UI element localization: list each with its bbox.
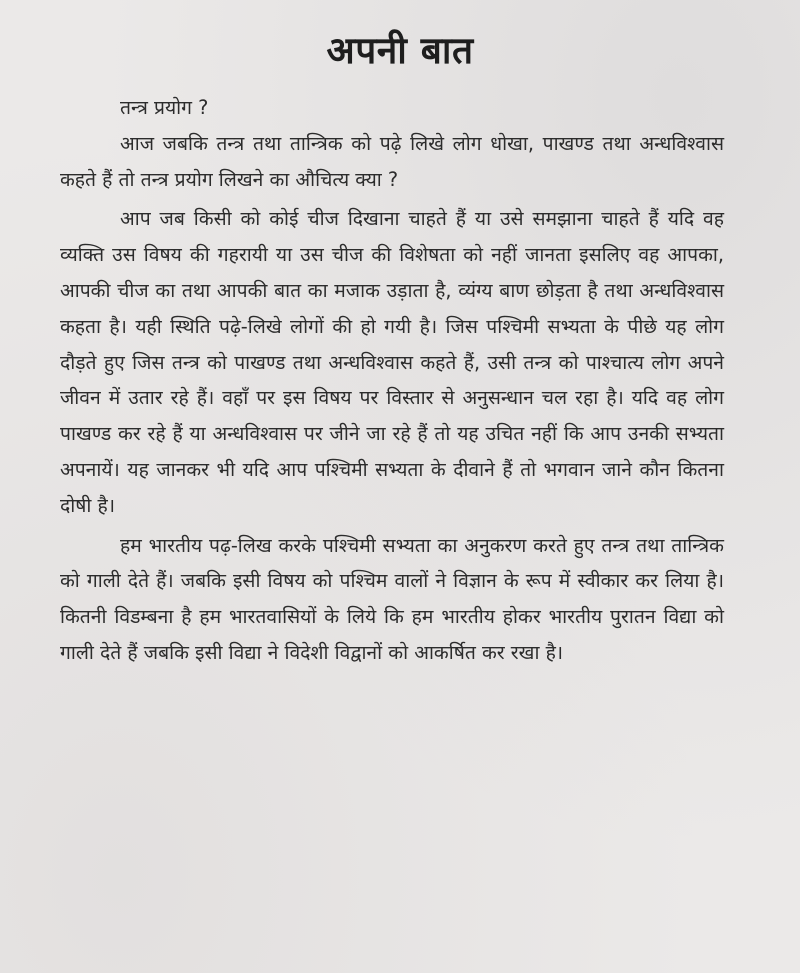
body-text [60,90,724,671]
paragraph-conclusion: हम भारतीय पढ़-लिख करके पश्चिमी सभ्यता का अनुकरण करते हुए तन्त्र तथा तान्त्रिक को गाली देते हैं। जबकि इसी विषय को पश्चिम वालों ने विज्ञान के रूप में स्वीकार कर लिया है। कितनी विडम्बना है हम भारतवासियों के लिये कि हम भारतीय होकर भारतीय पुरातन विद्या को गाली देते हैं जबकि इसी विद्या ने विदेशी विद्वानों को आकर्षित कर रखा है। [60,533,724,664]
paragraph-intro: आज जबकि तन्त्र तथा तान्त्रिक को पढ़े लिखे लोग धोखा, पाखण्ड तथा अन्धविश्वास कहते हैं तो तन्त्र प्रयोग लिखने का औचित्य क्या ? [60,131,724,191]
paragraph-question: तन्त्र प्रयोग ? [120,96,209,119]
paragraph-main: आप जब किसी को कोई चीज दिखाना चाहते हैं या उसे समझाना चाहते हैं यदि वह व्यक्ति उस विषय की गहरायी या उस चीज की विशेषता को नहीं जानता इसलिए वह आपका, आपकी चीज का तथा आपकी बात का मजाक उड़ाता है, व्यंग्य बाण छोड़ता है तथा अन्धविश्वास कहता है। यही स्थिति पढ़े-लिखे लोगों की हो गयी है। जिस पश्चिमी सभ्यता के पीछे यह लोग दौड़ते हुए जिस तन्त्र को पाखण्ड तथा अन्धविश्वास कहते हैं, उसी तन्त्र को पाश्चात्य लोग अपने जीवन में उतार रहे हैं। वहाँ पर इस विषय पर विस्तार से अनुसन्धान चल रहा है। यदि वह लोग पाखण्ड कर रहे हैं या अन्धविश्वास पर जीने जा रहे हैं तो यह उचित नहीं कि आप उनकी सभ्यता अपनायें। यह जानकर भी यदि आप पश्चिमी सभ्यता के दीवाने हैं तो भगवान जाने कौन कितना दोषी है। [60,207,724,517]
page-title: अपनी बात [326,28,474,72]
